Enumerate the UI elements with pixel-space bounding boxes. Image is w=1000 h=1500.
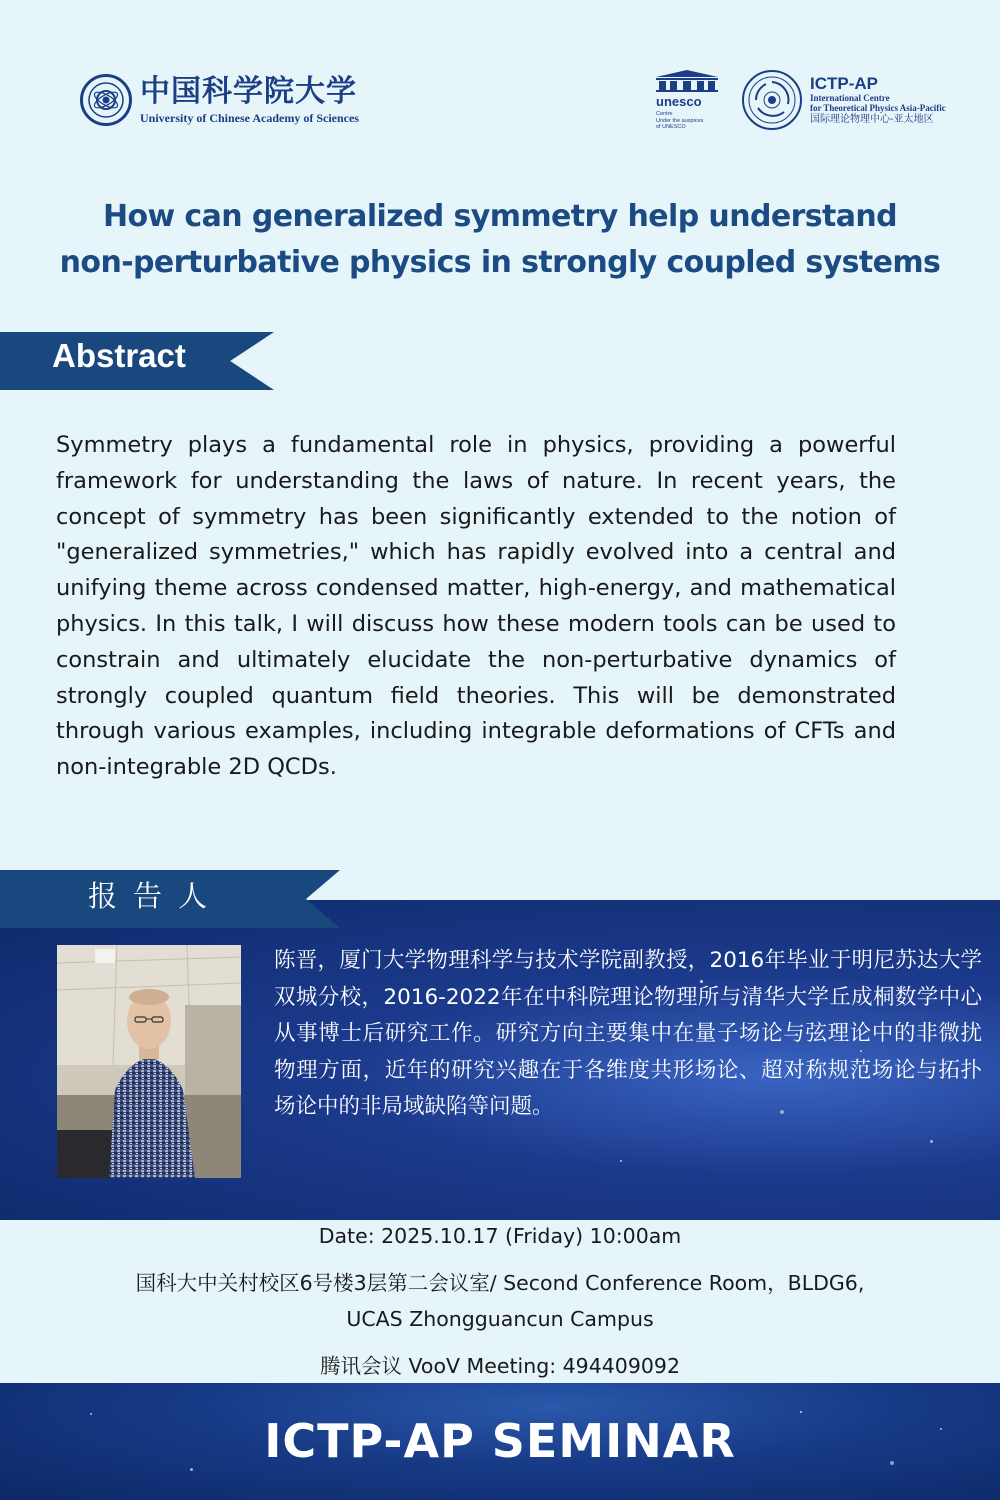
ictp-name: ICTP-AP: [810, 73, 878, 93]
title-line-1: How can generalized symmetry help understand: [102, 199, 898, 234]
event-venue-line-1: 国科大中关村校区6号楼3层第二会议室/ Second Conference Room，BLDG6,: [135, 1271, 865, 1295]
speaker-label: 报告人: [88, 879, 224, 913]
event-date: Date: 2025.10.17 (Friday) 10:00am: [318, 1224, 682, 1248]
page-title: [0, 194, 1000, 286]
ucas-seal-icon: [80, 74, 132, 126]
abstract-text: Symmetry plays a fundamental role in physics, providing a powerful framework for understanding the laws of nature. In recent years, the concept of symmetry has been significantly extended to the notion of "generalized symmetries," which has rapidly evolved into a central and unifying theme across condensed matter, high-energy, and mathematical physics. In this talk, I will discuss how these modern tools can be used to constrain and ultimately elucidate the non-perturbative dynamics of strongly coupled quantum field theories. This will be demonstrated through various examples, including integrable deformations of CFTs and non-integrable 2D QCDs.: [56, 432, 896, 781]
unesco-sub: Centre Under the auspices of UNESCO: [656, 111, 704, 130]
ucas-logo: [80, 74, 359, 126]
ictp-logo: [742, 70, 946, 130]
unesco-temple-icon: [656, 70, 718, 92]
ictp-en-line2: for Theoretical Physics Asia-Pacific: [810, 102, 946, 113]
unesco-word: unesco: [656, 94, 702, 109]
title-line-2: non-perturbative physics in strongly coupled systems: [59, 245, 941, 280]
unesco-logo: [656, 70, 722, 131]
ucas-name-en: University of Chinese Academy of Sciences: [140, 110, 359, 125]
ictp-name-cn: 国际理论物理中心-亚太地区: [810, 113, 934, 125]
speaker-photo: [57, 945, 241, 1178]
header: [0, 0, 1000, 190]
event-venue-line-2: UCAS Zhongguancun Campus: [346, 1307, 654, 1331]
footer: [0, 1383, 1000, 1500]
ictp-en-line1: International Centre: [810, 92, 890, 103]
event-online: 腾讯会议 VooV Meeting: 494409092: [319, 1354, 681, 1378]
ictp-seal-icon: [742, 70, 802, 130]
footer-title: ICTP-AP SEMINAR: [264, 1414, 736, 1468]
abstract-label: Abstract: [52, 337, 186, 374]
ucas-name-cn: 中国科学院大学: [140, 73, 357, 109]
speaker-section: [0, 870, 1000, 1220]
speaker-bio: 陈晋，厦门大学物理科学与技术学院副教授，2016年毕业于明尼苏达大学双城分校，2016-2022年在中科院理论物理所与清华大学丘成桐数学中心从事博士后研究工作。研究方向主要集中在量子场论与弦理论中的非微扰物理方面，近年的研究兴趣在于各维度共形场论、超对称规范场论与拓扑场论中的非局域缺陷等问题。: [274, 948, 982, 1120]
